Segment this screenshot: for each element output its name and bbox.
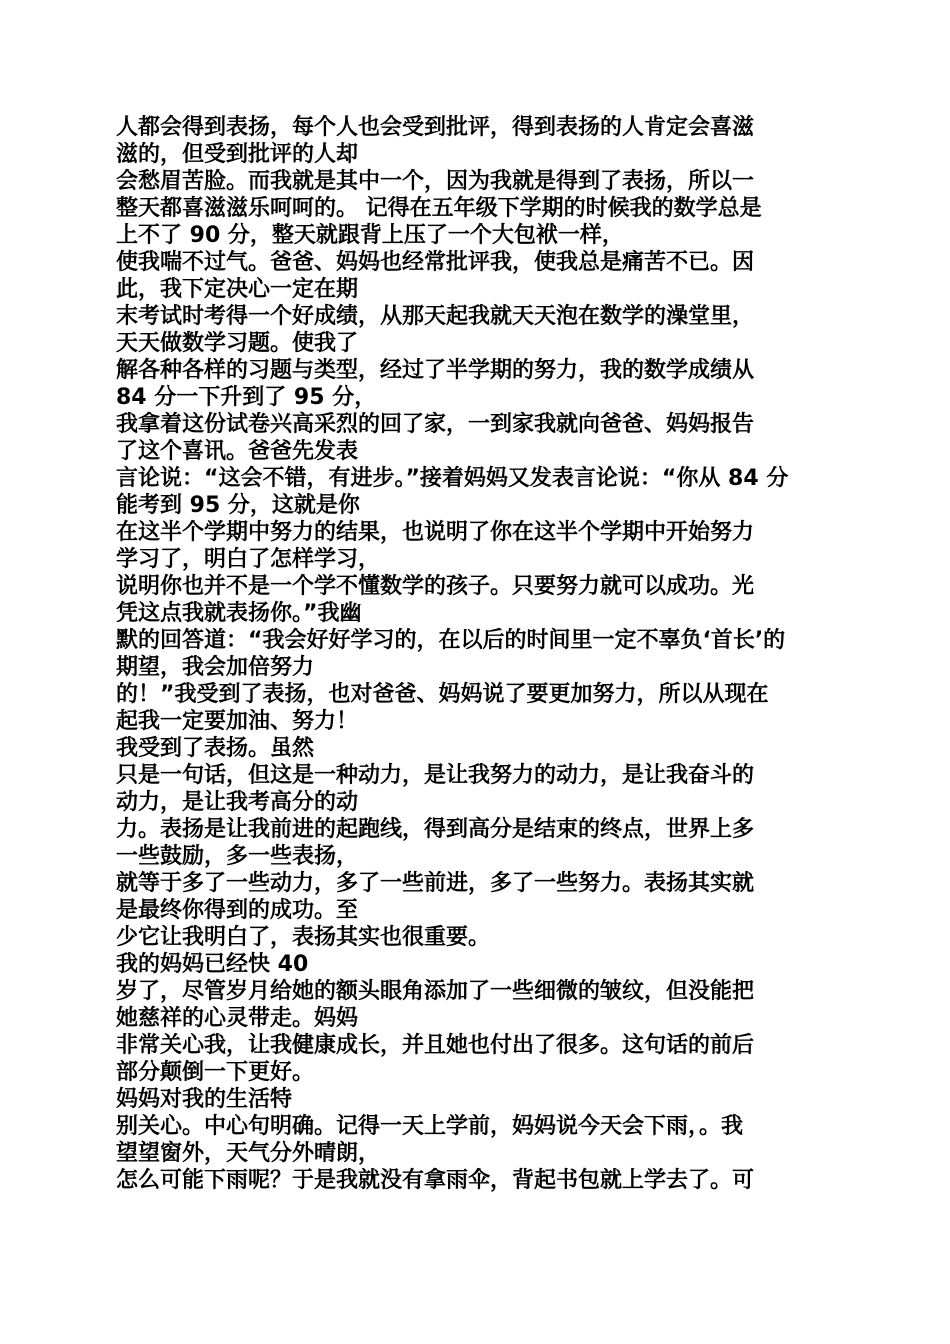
text-line: 上不了 90 分，整天就跟背上压了一个大包袱一样， — [116, 223, 624, 248]
text-line: 少它让我明白了，表扬其实也很重要。 — [116, 925, 491, 950]
text-line: 她慈祥的心灵带走。妈妈 — [116, 1006, 359, 1031]
text-line: 使我喘不过气。爸爸、妈妈也经常批评我，使我总是痛苦不已。因 — [116, 250, 755, 275]
text-line: 学习了，明白了怎样学习， — [116, 547, 381, 572]
text-line: 妈妈对我的生活特 — [116, 1087, 293, 1112]
text-line: 滋的，但受到批评的人却 — [116, 142, 359, 167]
text-line: 是最终你得到的成功。至 — [116, 898, 359, 923]
text-line: 力。表扬是让我前进的起跑线，得到高分是结束的终点，世界上多 — [116, 817, 755, 842]
text-line: 我拿着这份试卷兴高采烈的回了家，一到家我就向爸爸、妈妈报告 — [116, 412, 755, 437]
text-line: 期望，我会加倍努力 — [116, 655, 315, 680]
text-line: 望望窗外，天气分外晴朗， — [116, 1141, 381, 1166]
text-line: 就等于多了一些动力，多了一些前进，多了一些努力。表扬其实就 — [116, 871, 755, 896]
text-line: 解各种各样的习题与类型，经过了半学期的努力，我的数学成绩从 — [116, 358, 755, 383]
text-line: 我的妈妈已经快 40 — [116, 952, 309, 977]
text-line: 84 分一下升到了 95 分， — [116, 385, 377, 410]
text-line: 的！”我受到了表扬，也对爸爸、妈妈说了要更加努力，所以从现在 — [116, 682, 769, 707]
text-line: 岁了，尽管岁月给她的额头眼角添加了一些细微的皱纹，但没能把 — [116, 979, 755, 1004]
text-line: 一些鼓励，多一些表扬， — [116, 844, 359, 869]
text-line: 能考到 95 分，这就是你 — [116, 493, 360, 518]
text-line: 人都会得到表扬，每个人也会受到批评，得到表扬的人肯定会喜滋 — [116, 115, 755, 140]
text-line: 别关心。中心句明确。记得一天上学前，妈妈说今天会下雨，。我 — [116, 1114, 744, 1139]
text-line: 天天做数学习题。使我了 — [116, 331, 359, 356]
text-line: 整天都喜滋滋乐呵呵的。 记得在五年级下学期的时候我的数学总是 — [116, 196, 762, 221]
text-line: 动力，是让我考高分的动 — [116, 790, 359, 815]
text-line: 默的回答道：“我会好好学习的，在以后的时间里一定不辜负‘首长’的 — [116, 628, 786, 653]
text-line: 会愁眉苦脸。而我就是其中一个，因为我就是得到了表扬，所以一 — [116, 169, 755, 194]
text-line: 在这半个学期中努力的结果，也说明了你在这半个学期中开始努力 — [116, 520, 755, 545]
text-line: 说明你也并不是一个学不懂数学的孩子。只要努力就可以成功。光 — [116, 574, 755, 599]
text-line: 非常关心我，让我健康成长，并且她也付出了很多。这句话的前后 — [116, 1033, 755, 1058]
text-line: 了这个喜讯。爸爸先发表 — [116, 439, 359, 464]
text-line: 部分颠倒一下更好。 — [116, 1060, 315, 1085]
text-line: 此，我下定决心一定在期 — [116, 277, 359, 302]
text-line: 我受到了表扬。虽然 — [116, 736, 315, 761]
text-line: 末考试时考得一个好成绩，从那天起我就天天泡在数学的澡堂里， — [116, 304, 755, 329]
text-line: 言论说：“这会不错，有进步。”接着妈妈又发表言论说：“你从 84 分 — [116, 466, 789, 491]
text-line: 只是一句话，但这是一种动力，是让我努力的动力，是让我奋斗的 — [116, 763, 755, 788]
text-line: 怎么可能下雨呢？于是我就没有拿雨伞，背起书包就上学去了。可 — [116, 1168, 755, 1193]
essay-text — [116, 114, 838, 1194]
text-line: 起我一定要加油、努力！ — [116, 709, 359, 734]
text-line: 凭这点我就表扬你。”我幽 — [116, 601, 362, 626]
